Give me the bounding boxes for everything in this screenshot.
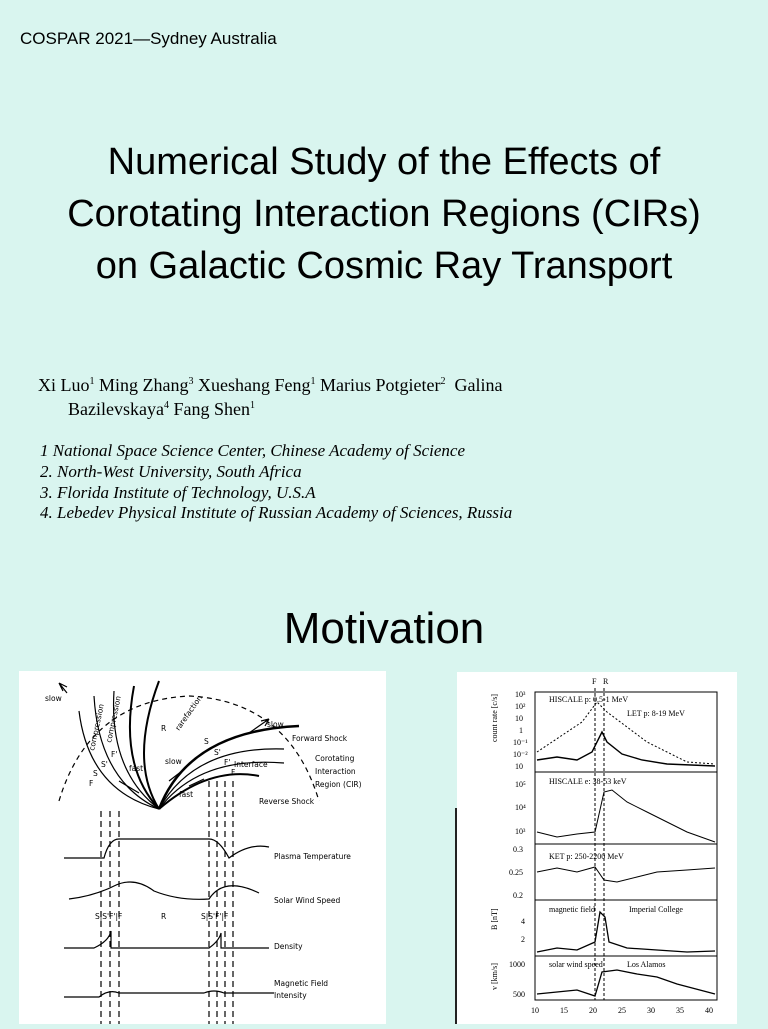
label-forward-shock: Forward Shock bbox=[292, 734, 348, 743]
label-s-left: S bbox=[93, 769, 98, 778]
label-r: R bbox=[161, 724, 167, 733]
author-list bbox=[38, 373, 738, 421]
affiliation-item: 2. North-West University, South Africa bbox=[40, 461, 302, 481]
label-s-prime-left: S' bbox=[101, 760, 108, 769]
marker-f: F bbox=[592, 677, 597, 686]
title-line: Numerical Study of the Effects of bbox=[107, 141, 661, 183]
label-region-right: S|S'F'|F bbox=[201, 912, 229, 921]
marker-r: R bbox=[603, 677, 609, 686]
label-fast: fast bbox=[179, 790, 194, 799]
affiliation-item: 4. Lebedev Physical Institute of Russian Academy of Sciences, Russia bbox=[40, 503, 513, 523]
section-heading: Motivation bbox=[283, 604, 485, 653]
label-compression: compression bbox=[104, 695, 123, 744]
x-tick-label: 40 bbox=[705, 1006, 713, 1015]
tick-label: 10⁻¹ bbox=[513, 738, 528, 747]
label-density: Density bbox=[274, 942, 303, 951]
panel-legend: magnetic field bbox=[549, 905, 595, 914]
label-slow: slow bbox=[165, 757, 182, 766]
label-rarefaction: rarefaction bbox=[173, 693, 205, 733]
tick-label: 0.2 bbox=[513, 891, 523, 900]
tick-label: 4 bbox=[521, 917, 525, 926]
affiliation-item: 1 National Space Science Center, Chinese Academy of Science bbox=[40, 441, 466, 460]
tick-label: 10⁻² bbox=[513, 750, 528, 759]
tick-label: 10³ bbox=[515, 690, 526, 699]
x-tick-label: 10 bbox=[531, 1006, 539, 1015]
conference-label: COSPAR 2021—Sydney Australia bbox=[20, 29, 277, 48]
panel-ylabel: count rate [c/s] bbox=[490, 694, 499, 742]
author-affiliation-number: 1 bbox=[249, 400, 255, 411]
label-magnetic-field: Magnetic Field bbox=[274, 979, 329, 988]
label-region-left: S|S'F'|F bbox=[95, 912, 123, 921]
observation-timeseries-figure bbox=[457, 672, 737, 1024]
panel-legend: Los Alamos bbox=[627, 960, 666, 969]
tick-label: 10 bbox=[515, 714, 523, 723]
tick-label: 10⁵ bbox=[515, 780, 526, 789]
author-affiliation-number: 1 bbox=[89, 376, 95, 387]
author-name: Xueshang Feng bbox=[198, 375, 311, 395]
label-fast: fast bbox=[129, 764, 144, 773]
cir-schematic-figure bbox=[19, 671, 386, 1024]
x-tick-label: 30 bbox=[647, 1006, 655, 1015]
cir-schematic-svg bbox=[19, 671, 386, 1024]
label-s-prime: S' bbox=[214, 748, 221, 757]
label-compression: compression bbox=[87, 703, 106, 752]
author-affiliation-number: 3 bbox=[188, 376, 194, 387]
label-f: F bbox=[231, 768, 236, 777]
label-slow-top: slow bbox=[45, 694, 62, 703]
label-cir: Interaction bbox=[315, 767, 356, 776]
label-s: S bbox=[204, 737, 209, 746]
label-interface: Interface bbox=[234, 760, 268, 769]
tick-label: 10³ bbox=[515, 827, 526, 836]
author-name: Ming Zhang bbox=[99, 375, 189, 395]
author-name-part: Galina bbox=[454, 375, 503, 395]
label-f-left: F bbox=[89, 779, 94, 788]
author-affiliation-number: 1 bbox=[310, 376, 316, 387]
poster-title bbox=[0, 136, 768, 292]
tick-label: 500 bbox=[513, 990, 525, 999]
panel-ylabel: v [km/s] bbox=[490, 963, 499, 990]
label-plasma-temperature: Plasma Temperature bbox=[274, 852, 351, 861]
panel-legend: HISCALE e: 38-53 keV bbox=[549, 777, 627, 786]
panel-legend: Imperial College bbox=[629, 905, 683, 914]
x-tick-label: 25 bbox=[618, 1006, 626, 1015]
x-tick-label: 15 bbox=[560, 1006, 568, 1015]
tick-label: 1000 bbox=[509, 960, 525, 969]
x-tick-label: 20 bbox=[589, 1006, 597, 1015]
tick-label: 1 bbox=[519, 726, 523, 735]
title-line: on Galactic Cosmic Ray Transport bbox=[95, 245, 673, 287]
tick-label: 0.25 bbox=[509, 868, 523, 877]
title-line: Corotating Interaction Regions (CIRs) bbox=[67, 193, 701, 235]
panel-ylabel: B [nT] bbox=[490, 908, 499, 930]
author-name: Marius Potgieter bbox=[319, 375, 441, 395]
affiliation-list bbox=[40, 441, 750, 524]
x-tick-label: 35 bbox=[676, 1006, 684, 1015]
tick-label: 10 bbox=[515, 762, 523, 771]
author-name-part: Bazilevskaya bbox=[68, 399, 164, 419]
author-affiliation-number: 2 bbox=[440, 376, 446, 387]
tick-label: 10⁴ bbox=[515, 803, 526, 812]
label-f-prime: F' bbox=[224, 758, 231, 767]
label-reverse-shock: Reverse Shock bbox=[259, 797, 315, 806]
label-slow-right: slow bbox=[267, 720, 284, 729]
panel-legend: solar wind speed bbox=[549, 960, 603, 969]
author-affiliation-number: 4 bbox=[163, 400, 169, 411]
tick-label: 2 bbox=[521, 935, 525, 944]
author-name: Fang Shen bbox=[173, 399, 250, 419]
affiliation-item: 3. Florida Institute of Technology, U.S.A bbox=[40, 482, 316, 502]
tick-label: 0.3 bbox=[513, 845, 523, 854]
panel-legend: LET p: 8-19 MeV bbox=[627, 709, 685, 718]
author-name: Xi Luo bbox=[38, 375, 90, 395]
label-region-r: R bbox=[161, 912, 167, 921]
tick-label: 10² bbox=[515, 702, 526, 711]
panel-legend: HISCALE p: 0.5-1 MeV bbox=[549, 695, 629, 704]
timeseries-svg bbox=[457, 672, 737, 1024]
label-cir: Region (CIR) bbox=[315, 780, 362, 789]
label-cir: Corotating bbox=[315, 754, 355, 763]
label-intensity: Intensity bbox=[274, 991, 307, 1000]
label-f-prime-left: F' bbox=[111, 750, 118, 759]
label-solar-wind-speed: Solar Wind Speed bbox=[274, 896, 341, 905]
panel-legend: KET p: 250-2200 MeV bbox=[549, 852, 624, 861]
